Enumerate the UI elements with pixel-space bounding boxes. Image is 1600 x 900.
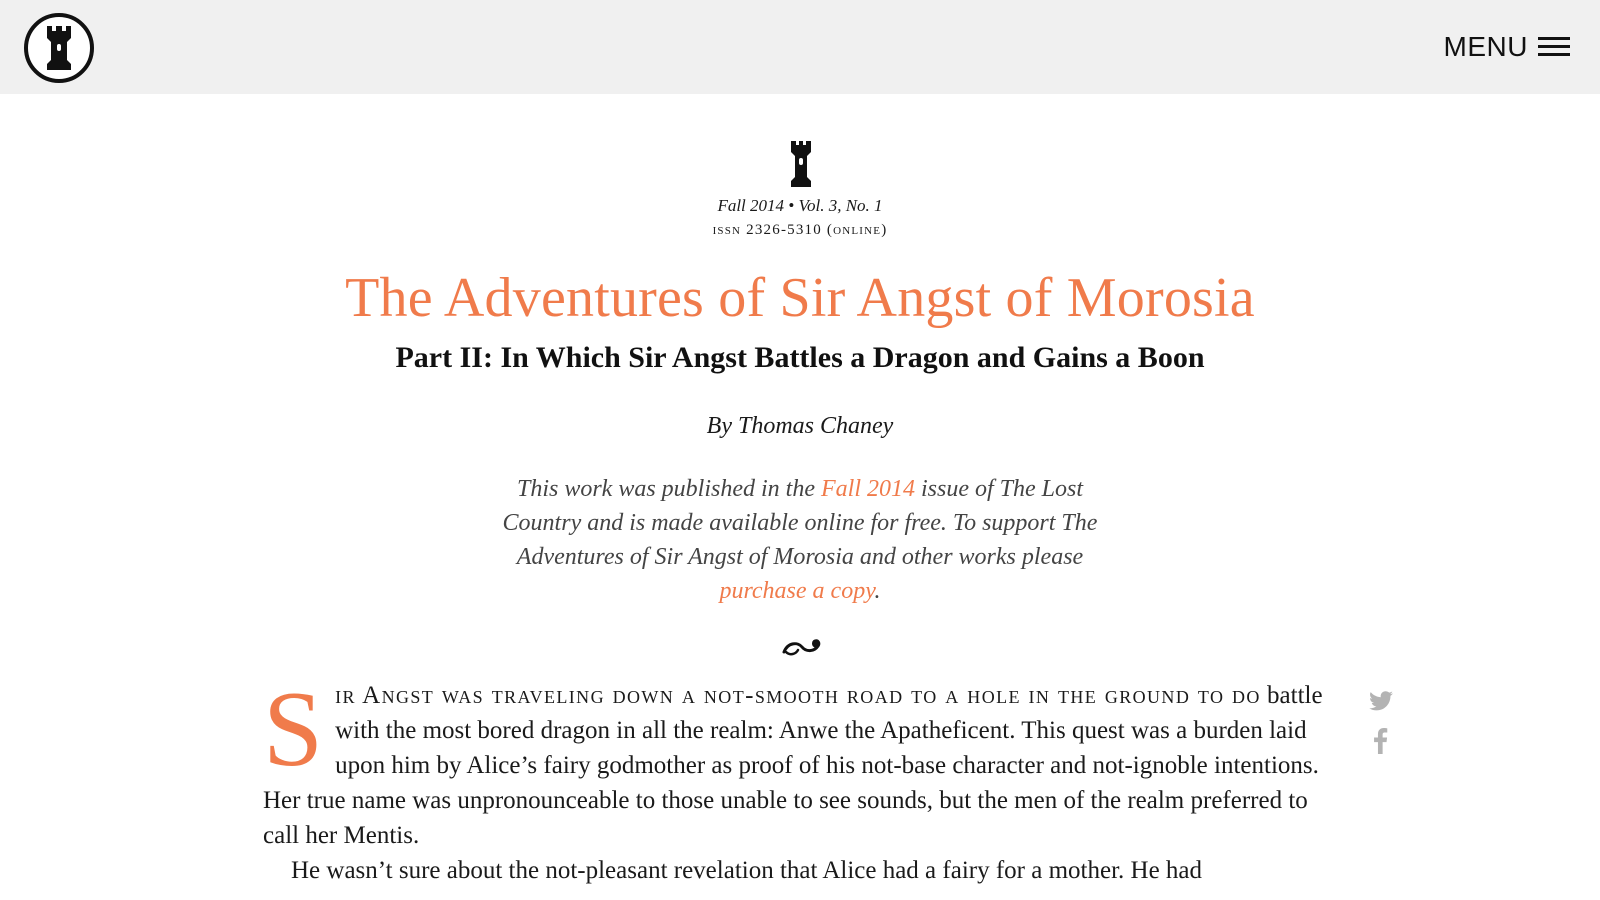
facebook-icon[interactable] [1368, 728, 1394, 754]
paragraph-2: He wasn’t sure about the not-pleasant revelation that Alice had a fairy for a mother. He had [291, 857, 1203, 884]
byline: By Thomas Chaney [706, 413, 894, 439]
twitter-icon[interactable] [1368, 688, 1394, 714]
note-text-middle: issue of The Lost Country and is made available online for free. To support The Adventures of Sir Angst of Morosia and other works please [502, 476, 1098, 570]
lead-in-small-caps: ir Angst was traveling down a not-smooth road to a hole in the ground to do [335, 682, 1261, 709]
top-bar [0, 0, 1600, 94]
drop-cap: S [263, 670, 324, 789]
issue-volume-line: Fall 2014 • Vol. 3, No. 1 [717, 196, 883, 215]
fall-2014-issue-link[interactable]: Fall 2014 [821, 476, 915, 502]
note-text-start: This work was published in the [516, 476, 821, 502]
publication-note [490, 472, 1110, 608]
fleuron-ornament-icon [780, 636, 824, 658]
page-title: The Adventures of Sir Angst of Morosia [345, 267, 1255, 329]
issn-line: issn 2326-5310 (online) [712, 222, 888, 238]
paragraph-1-text: battle with the most bored dragon in all the realm: Anwe the Apatheficent. This quest was a burden laid upon him by Alice’s fairy godmother as proof of his not-base character and not-ignoble intentions. Her true name was unpronounceable to those unable to see sounds, but the men of the realm preferred to call her Mentis. [263, 682, 1323, 849]
rook-logo-icon[interactable] [24, 13, 94, 83]
paragraph-1 [263, 670, 1323, 853]
menu-label[interactable]: MENU [1443, 31, 1528, 62]
hamburger-icon[interactable] [1538, 36, 1570, 58]
article-body [263, 670, 1323, 888]
menu-button[interactable] [1444, 30, 1570, 64]
note-text-end: . [874, 578, 881, 604]
share-bar [1366, 688, 1396, 754]
purchase-copy-link[interactable]: purchase a copy [719, 578, 875, 604]
page-subtitle: Part II: In Which Sir Angst Battles a Dragon and Gains a Boon [395, 341, 1205, 374]
rook-icon [789, 141, 813, 187]
